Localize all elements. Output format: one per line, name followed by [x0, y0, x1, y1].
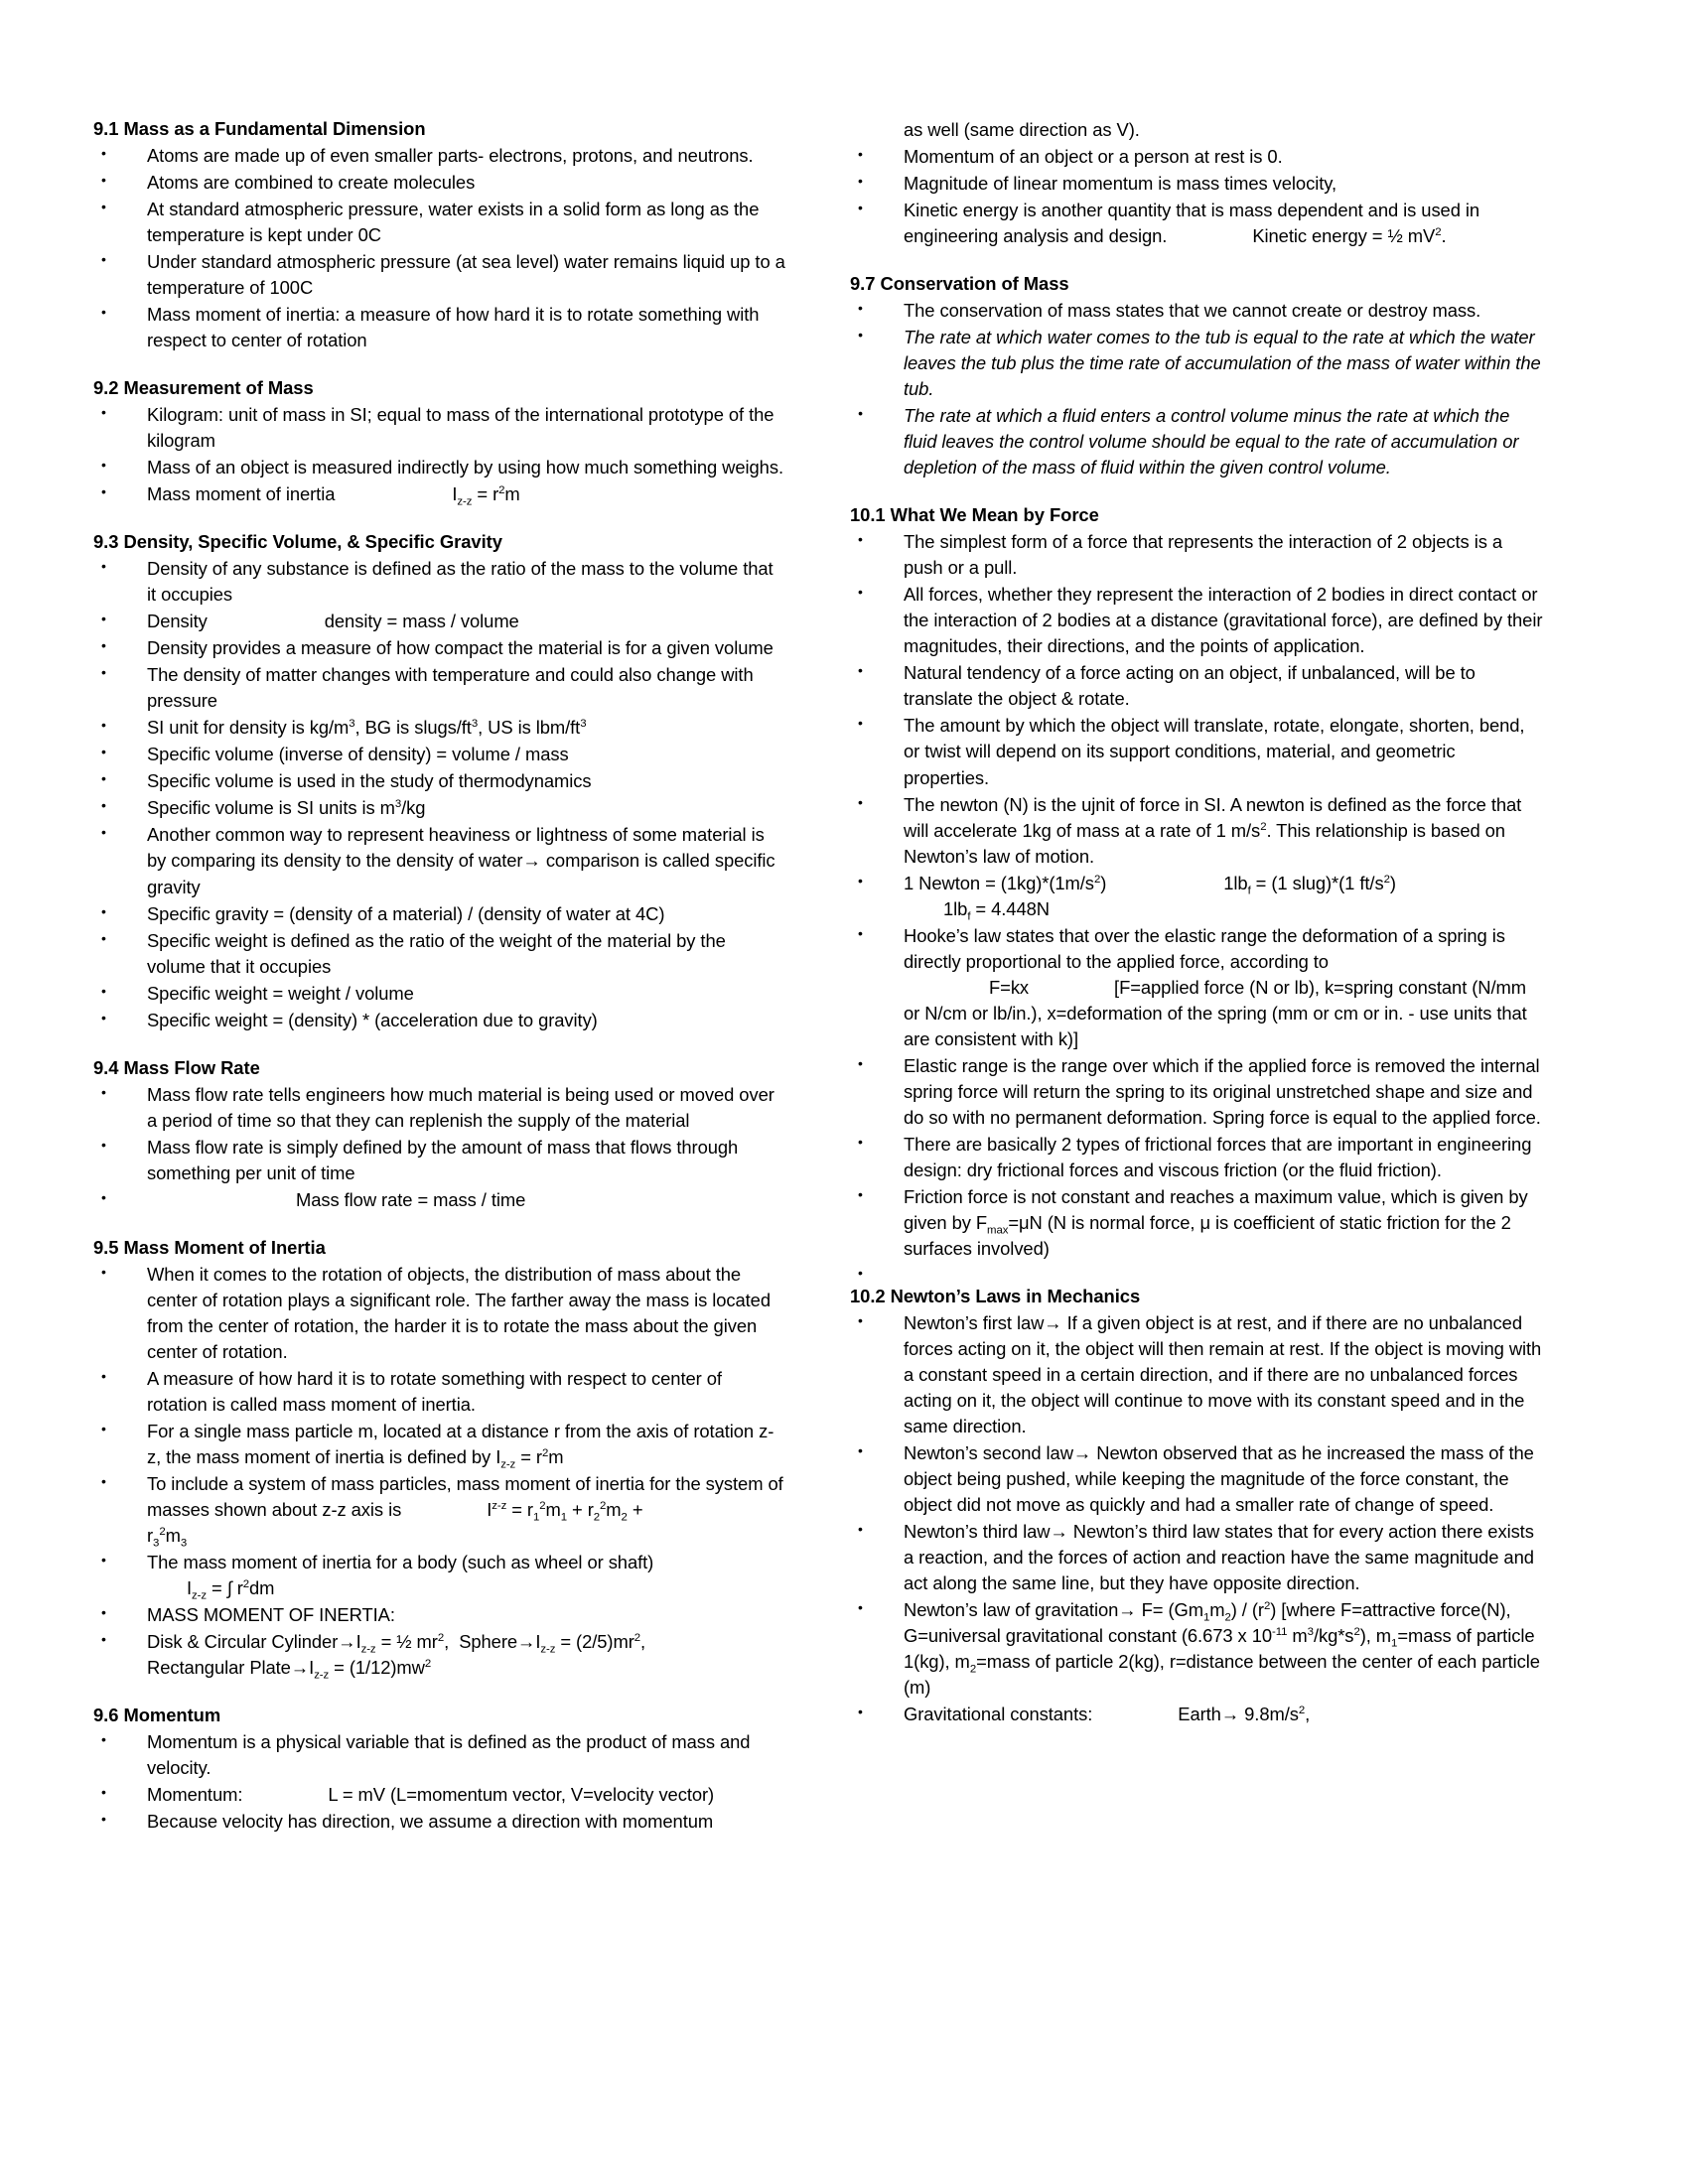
single-particle-I: I [495, 1445, 501, 1467]
section-heading-9-2: 9.2 Measurement of Mass [93, 377, 314, 399]
sphere-sub: z-z [540, 1643, 556, 1656]
list-item-hookes-law [848, 923, 1543, 1052]
bullet-list-continuation [848, 117, 1543, 249]
bullet-list-10-1 [848, 529, 1543, 1262]
integral-eq: = [206, 1577, 227, 1599]
system-sub1: 1 [532, 1511, 540, 1524]
list-item-flow-formula [91, 1187, 786, 1213]
list-item-newton-def [848, 792, 1543, 870]
formula-inertia-subscript: z-z [457, 495, 473, 508]
list-item-density [91, 609, 786, 634]
section-spacer [91, 1034, 786, 1056]
newton-eq-left-sup: 2 [1093, 873, 1101, 886]
list-item-single-particle [91, 1419, 786, 1470]
list-item: • Specific weight = weight / volume [91, 981, 786, 1007]
newton-eq-right-sub: f [1247, 885, 1251, 897]
system-line2-rsup: 2 [159, 1525, 166, 1538]
kinetic-text: Kinetic energy is another quantity that is mass dependent and is used in engineering analysis and design. [904, 200, 1480, 247]
arrow-icon: → [522, 850, 541, 872]
inertia-label: Mass moment of inertia [147, 483, 336, 505]
bullet-list-9-3 [91, 556, 786, 1033]
grav-sup3: 3 [1307, 1626, 1314, 1639]
list-item: • Natural tendency of a force acting on an object, if unbalanced, will be to translate the object & rotate. [848, 660, 1543, 712]
list-item: • Mass moment of inertia: a measure of how hard it is to rotate something with respect to center of rotation [91, 302, 786, 353]
newton-eq-line2-p1: 1lb [943, 897, 968, 919]
grav-p8: =mass of particle 1(kg), m [904, 1625, 1535, 1673]
list-item: • Mass flow rate is simply defined by the amount of mass that flows through something per unit of time [91, 1135, 786, 1186]
sphere-sup: 2 [633, 1632, 641, 1645]
friction-formula-p1: given by F [904, 1212, 988, 1234]
hookes-formula: F=kx [989, 976, 1030, 998]
list-item: • A measure of how hard it is to rotate something with respect to center of rotation is called mass moment of inertia. [91, 1366, 786, 1418]
newton-def-part2: . This relationship is based on Newton’s law of motion. [904, 819, 1505, 867]
section-spacer [91, 1682, 786, 1704]
list-item-with-formula [91, 481, 786, 507]
list-item: • Specific weight = (density) * (acceleration due to gravity) [91, 1008, 786, 1033]
newton-eq-left-p1: 1 Newton = (1kg)*(1m/s [904, 872, 1094, 893]
disk-sub: z-z [360, 1643, 376, 1656]
list-item-gravity-constant [848, 1702, 1543, 1727]
list-item: • Magnitude of linear momentum is mass times velocity, [848, 171, 1543, 197]
list-item: • Newton’s third law→ Newton’s third law states that for every action there exists a reaction, and the forces of action and reaction have the same magnitude and act along the same line, but they have opposite direction. [848, 1519, 1543, 1596]
disk-eq: = ½ mr [375, 1631, 438, 1653]
formula-inertia-superscript: 2 [498, 484, 505, 497]
system-line2-m: m [165, 1525, 181, 1547]
formula-inertia-eq: = r [472, 483, 499, 505]
list-item: • Kilogram: unit of mass in SI; equal to mass of the international prototype of the kilogram [91, 402, 786, 454]
grav-p4: ) [where F=attractive force(N), G=universal gravitational constant (6.673 x 10 [904, 1599, 1511, 1647]
list-item-integral [91, 1550, 786, 1601]
newton-eq-right-p2: = (1 slug)*(1 ft/s [1250, 872, 1384, 893]
sphere-label: Sphere [459, 1631, 518, 1653]
section-spacer [848, 250, 1543, 272]
single-particle-eq: = r [515, 1445, 542, 1467]
system-line2-msub: 3 [180, 1537, 188, 1550]
disk-I: I [355, 1631, 361, 1653]
disk-label: Disk & Circular Cylinder [147, 1631, 339, 1653]
section-spacer [91, 1214, 786, 1236]
kinetic-formula-sup: 2 [1435, 226, 1442, 238]
list-item: • Atoms are combined to create molecules [91, 170, 786, 196]
list-item-kinetic-energy [848, 198, 1543, 249]
newton-eq-left-p2: ) [1100, 872, 1107, 893]
bullet-list-9-6 [91, 1729, 786, 1835]
newton-def-part1: The newton (N) is the ujnit of force in SI. A newton is defined as the force that will accelerate 1kg of mass at a rate of 1 m/s [904, 793, 1522, 841]
list-item: • Mass of an object is measured indirectly by using how much something weighs. [91, 455, 786, 480]
system-plus2: + [627, 1498, 643, 1520]
list-item: • Mass flow rate tells engineers how much material is being used or moved over a period of time so that they can replenish the supply of the material [91, 1082, 786, 1134]
system-line2-rsub: 3 [153, 1537, 160, 1550]
list-item: • All forces, whether they represent the interaction of 2 bodies in direct contact or the interaction of 2 bodies at a distance (gravitational force), are defined by their magnitudes, their directions, and the points of application. [848, 582, 1543, 659]
sphere-eq: = (2/5)mr [555, 1631, 634, 1653]
integral-I: I [187, 1577, 193, 1599]
integral-r: r [231, 1577, 243, 1599]
formula-inertia-tail: m [504, 483, 520, 505]
system-plus: + r [567, 1498, 594, 1520]
integral-sub: z-z [192, 1589, 207, 1602]
list-item: • The conservation of mass states that we cannot create or destroy mass. [848, 298, 1543, 324]
system-I: I [487, 1498, 492, 1520]
friction-formula-sub: max [987, 1224, 1009, 1237]
si-unit-sup2: 3 [471, 718, 479, 731]
list-item: • Density provides a measure of how compact the material is for a given volume [91, 635, 786, 661]
bullet-list-9-4 [91, 1082, 786, 1213]
list-item-si-units [91, 715, 786, 741]
gravity-const-value: Earth→ 9.8m/s [1178, 1704, 1299, 1725]
spec-vol-part1: Specific volume is SI units is m [147, 797, 395, 819]
list-item-system-formula [91, 1471, 786, 1549]
list-item: • At standard atmospheric pressure, water exists in a solid form as long as the temperature is kept under 0C [91, 197, 786, 248]
integral-tail: dm [249, 1577, 275, 1599]
list-item-heaviness [91, 822, 786, 899]
hookes-text: Hooke’s law states that over the elastic range the deformation of a spring is directly proportional to the applied force, according to [904, 924, 1505, 972]
arrow-icon: → [517, 1631, 536, 1653]
gravity-const-label: Gravitational constants: [904, 1704, 1093, 1725]
plate-sup: 2 [424, 1658, 432, 1671]
friction-text: Friction force is not constant and reaches a maximum value, which is given by [904, 1186, 1528, 1207]
list-item: • Specific weight is defined as the ratio of the weight of the material by the volume that it occupies [91, 928, 786, 980]
integral-symbol-icon: ∫ [226, 1577, 232, 1599]
si-unit-part2: , BG is slugs/ft [354, 717, 472, 739]
list-item: • When it comes to the rotation of objects, the distribution of mass about the center of rotation plays a significant role. The farther away the mass is located from the center of rotation, the harder it is to rotate the mass about the given center of rotation. [91, 1262, 786, 1365]
integral-sup: 2 [242, 1577, 250, 1590]
grav-p5: m [1287, 1625, 1308, 1647]
plate-eq: = (1/12)mw [329, 1657, 425, 1679]
kinetic-formula-part1: Kinetic energy = ½ mV [1252, 225, 1436, 247]
list-item: • Momentum of an object or a person at rest is 0. [848, 144, 1543, 170]
grav-p3: ) / (r [1230, 1599, 1264, 1621]
newton-eq-right-sup: 2 [1383, 873, 1390, 886]
list-item: • Under standard atmospheric pressure (at sea level) water remains liquid up to a temperature of 100C [91, 249, 786, 301]
newton-eq-line2-p2: = 4.448N [970, 897, 1050, 919]
si-unit-part1: SI unit for density is kg/m [147, 717, 350, 739]
list-item-italic: • The rate at which a fluid enters a control volume minus the rate at which the fluid leaves the control volume should be equal to the rate of accumulation or depletion of the mass of fluid within the given control volume. [848, 403, 1543, 480]
list-item: • MASS MOMENT OF INERTIA: [91, 1602, 786, 1628]
formula-inertia-I: I [452, 483, 458, 505]
grav-sub2: 2 [1224, 1612, 1231, 1625]
list-item-gravitation [848, 1597, 1543, 1701]
list-item: • Newton’s first law→ If a given object is at rest, and if there are no unbalanced forces acting on it, the object will then remain at rest. If the object is moving with a constant speed in a certain direction, and if there are no unbalanced forces acting on it, the object will continue to move with its constant speed and in the same direction. [848, 1310, 1543, 1439]
sphere-I: I [535, 1631, 541, 1653]
section-spacer [91, 354, 786, 376]
plate-sub: z-z [314, 1669, 330, 1682]
heaviness-tail: comparison is called specific gravity [147, 850, 775, 897]
system-m1: m [545, 1498, 561, 1520]
list-item-friction-formula [848, 1184, 1543, 1262]
arrow-icon: → [290, 1657, 310, 1679]
list-item: • The simplest form of a force that represents the interaction of 2 objects is a push or a pull. [848, 529, 1543, 581]
hookes-detail: [F=applied force (N or lb), k=spring constant (N/mm or N/cm or lb/in.), x=deformation of the spring (mm or cm or in. - use units that are consistent with k)] [904, 976, 1527, 1049]
single-particle-tail: m [548, 1445, 564, 1467]
density-label: Density [147, 611, 208, 632]
system-sup2: 2 [600, 1499, 607, 1512]
newton-eq-right-p1: 1lb [1223, 872, 1248, 893]
single-particle-text: For a single mass particle m, located at a distance r from the axis of rotation z-z, the mass moment of inertia is defined by [147, 1420, 774, 1467]
system-line2-r: r [147, 1525, 154, 1547]
mass-flow-formula: Mass flow rate = mass / time [296, 1188, 526, 1210]
section-spacer [91, 508, 786, 530]
system-m1-sub: 1 [560, 1511, 567, 1524]
list-item-italic: • The rate at which water comes to the tub is equal to the rate at which the water leaves the tub plus the time rate of accumulation of the mass of water within the tub. [848, 325, 1543, 402]
section-heading-9-6: 9.6 Momentum [93, 1705, 221, 1726]
list-item: • Momentum is a physical variable that is defined as the product of mass and velocity. [91, 1729, 786, 1781]
integral-text: The mass moment of inertia for a body (such as wheel or shaft) [147, 1552, 654, 1573]
list-item-momentum-formula [91, 1782, 786, 1808]
density-formula: density = mass / volume [324, 611, 519, 632]
list-item: • The density of matter changes with temperature and could also change with pressure [91, 662, 786, 714]
single-particle-sub: z-z [500, 1458, 516, 1471]
section-heading-10-1: 10.1 What We Mean by Force [850, 504, 1099, 526]
grav-sub3: 1 [1391, 1638, 1398, 1651]
section-heading-10-2: 10.2 Newton’s Laws in Mechanics [850, 1286, 1141, 1307]
gravity-const-sup: 2 [1298, 1705, 1306, 1717]
list-item: • Specific volume (inverse of density) = volume / mass [91, 742, 786, 767]
disk-sup: 2 [437, 1632, 445, 1645]
right-column [848, 117, 1543, 1729]
left-column [91, 117, 786, 1836]
section-heading-9-5: 9.5 Mass Moment of Inertia [93, 1236, 326, 1258]
friction-formula-p2: =μN (N is normal force, μ is coefficient of static friction for the 2 surfaces involved) [904, 1212, 1511, 1260]
newton-eq-right-p3: ) [1389, 872, 1396, 893]
two-column-layout [91, 117, 1609, 1836]
grav-sub4: 2 [969, 1664, 977, 1677]
momentum-formula: L = mV (L=momentum vector, V=velocity vector) [328, 1784, 715, 1806]
grav-p6: /kg*s [1313, 1625, 1354, 1647]
list-item: • Atoms are made up of even smaller parts- electrons, protons, and neutrons. [91, 143, 786, 169]
spec-vol-sup: 3 [394, 798, 402, 811]
continuation-line: as well (same direction as V). [904, 119, 1140, 140]
grav-sup1: 2 [1263, 1600, 1271, 1613]
gravity-const-tail: , [1305, 1704, 1311, 1725]
si-unit-part3: , US is lbm/ft [478, 717, 581, 739]
plate-label: Rectangular Plate [147, 1657, 291, 1679]
grav-p7: ), m [1359, 1625, 1392, 1647]
section-spacer [848, 481, 1543, 503]
system-eq: = r [506, 1498, 533, 1520]
list-item: • Density of any substance is defined as the ratio of the mass to the volume that it occupies [91, 556, 786, 608]
heaviness-text: Another common way to represent heaviness or lightness of some material is by comparing its density to the density of water [147, 824, 765, 872]
section-heading-9-1: 9.1 Mass as a Fundamental Dimension [93, 118, 426, 139]
grav-p9: =mass of particle 2(kg), r=distance between the center of each particle (m) [904, 1651, 1540, 1699]
newton-def-sup: 2 [1260, 820, 1267, 833]
system-sup-z: z-z [492, 1499, 507, 1512]
list-item: • Newton’s second law→ Newton observed that as he increased the mass of the object being pushed, while keeping the magnitude of the force constant, the object did not move as quickly and had a smaller rate of change of speed. [848, 1440, 1543, 1518]
si-unit-sup1: 3 [349, 718, 355, 731]
list-item-specific-volume-units [91, 795, 786, 821]
bullet-list-9-7 [848, 298, 1543, 480]
bullet-list-10-2 [848, 1310, 1543, 1728]
grav-p1: Newton’s law of gravitation→ F= (Gm [904, 1599, 1203, 1621]
single-particle-sup: 2 [541, 1446, 549, 1459]
list-item: • Specific gravity = (density of a material) / (density of water at 4C) [91, 901, 786, 927]
list-item: • Specific volume is used in the study of thermodynamics [91, 768, 786, 794]
list-item-shapes: • Disk & Circular $Cylinder\to I_{z-z}$ = ½ $mr^2$, $Sphere\to I_{z-z} = (2/5)mr^2$, Rectangular $Plate\to I_{z-z} = (1/12)mw^2$ [91, 1629, 786, 1681]
momentum-label: Momentum: [147, 1784, 243, 1806]
bullet-list-9-5 [91, 1262, 786, 1682]
system-sup1: 2 [539, 1499, 546, 1512]
arrow-icon: → [338, 1631, 356, 1653]
plate-I: I [309, 1657, 315, 1679]
system-sub2: 2 [593, 1511, 601, 1524]
system-text: To include a system of mass particles, mass moment of inertia for the system of masses shown about z-z axis is [147, 1472, 783, 1520]
system-m2: m [606, 1498, 622, 1520]
list-item: • Because velocity has direction, we assume a direction with momentum [91, 1809, 786, 1835]
section-heading-9-7: 9.7 Conservation of Mass [850, 273, 1069, 295]
bullet-list-9-2 [91, 402, 786, 507]
list-item: • There are basically 2 types of frictional forces that are important in engineering design: dry frictional forces and viscous friction (or the fluid friction). [848, 1132, 1543, 1183]
grav-sup4: 2 [1353, 1626, 1360, 1639]
list-item: • The amount by which the object will translate, rotate, elongate, shorten, bend, or twist will depend on its support conditions, material, and geometric properties. [848, 713, 1543, 790]
si-unit-sup3: 3 [580, 718, 587, 731]
newton-eq-line2-sub: f [967, 910, 971, 923]
kinetic-formula-part2: . [1441, 225, 1447, 247]
system-m2-sub: 2 [621, 1511, 628, 1524]
list-item: • Elastic range is the range over which if the applied force is removed the internal spring force will return the spring to its original unstretched shape and size and do so with no permanent deformation. Spring force is equal to the applied force. [848, 1053, 1543, 1131]
list-item-newton-equality [848, 871, 1543, 922]
grav-sub1: 1 [1202, 1612, 1210, 1625]
section-heading-9-3: 9.3 Density, Specific Volume, & Specific Gravity [93, 531, 502, 553]
section-heading-9-4: 9.4 Mass Flow Rate [93, 1056, 260, 1078]
spec-vol-part2: /kg [401, 797, 426, 819]
grav-sup2: -11 [1272, 1626, 1288, 1639]
section-spacer [848, 1263, 1543, 1285]
bullet-list-9-1 [91, 143, 786, 353]
grav-p2: m [1209, 1599, 1225, 1621]
